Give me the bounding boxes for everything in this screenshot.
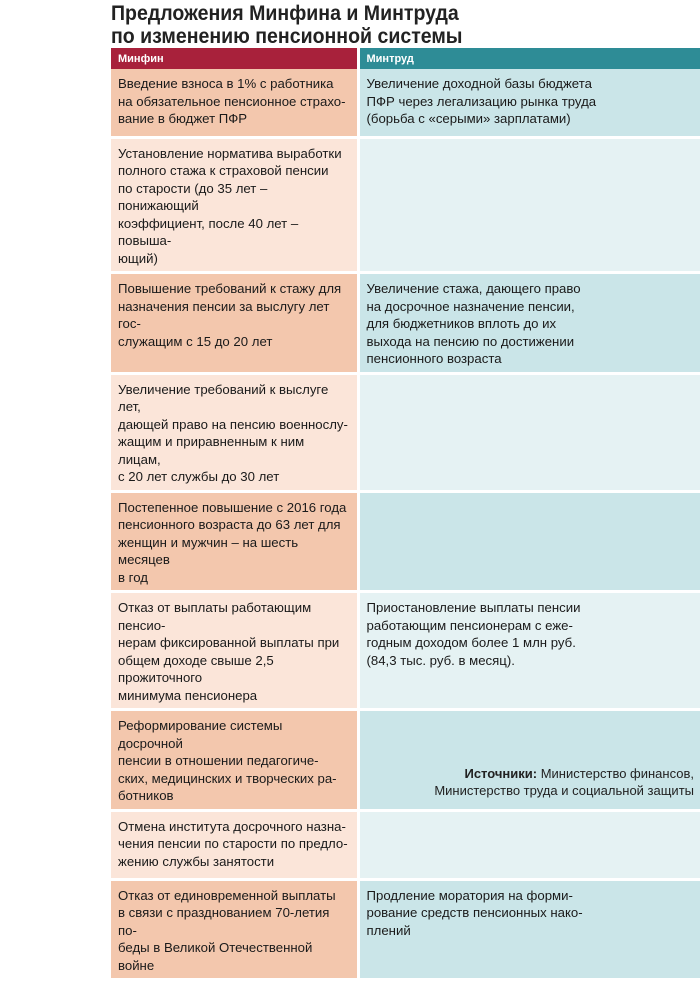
mintrud-cell: [358, 137, 700, 273]
minfin-cell: Отмена института досрочного назна- чения пенсии по старости по предло- жению службы занятости: [111, 810, 358, 879]
header-mintrud: Минтруд: [358, 48, 700, 69]
table-row: [111, 69, 700, 137]
mintrud-cell: Увеличение доходной базы бюджета ПФР через легализацию рынка труда (борьба с «серыми» зарплатами): [358, 69, 700, 137]
table-row: [111, 879, 700, 980]
table-row: [111, 273, 700, 374]
source-line-1: [434, 765, 694, 782]
table-row: [111, 592, 700, 710]
source-text-1: Министерство финансов,: [537, 766, 694, 781]
proposals-table: [111, 48, 700, 981]
table-row: [111, 137, 700, 273]
table-row: [111, 373, 700, 491]
mintrud-cell: Продление моратория на форми- рование средств пенсионных нако- плений: [358, 879, 700, 980]
minfin-cell: Отказ от выплаты работающим пенсио- нерам фиксированной выплаты при общем доходе свыше 2,5 прожиточного минимума пенсионера: [111, 592, 358, 710]
source-line-2: Министерство труда и социальной защиты: [434, 783, 694, 798]
mintrud-cell: Увеличение стажа, дающего право на досрочное назначение пенсии, для бюджетников вплоть до их выхода на пенсию по достижении пенсионного возраста: [358, 273, 700, 374]
minfin-cell: Реформирование системы досрочной пенсии в отношении педагогиче- ских, медицинских и творческих ра- ботников: [111, 710, 358, 811]
table-row: [111, 810, 700, 879]
minfin-cell: Установление норматива выработки полного стажа к страховой пенсии по старости (до 35 лет – понижающий коэффициент, после 40 лет – повыша- ющий): [111, 137, 358, 273]
minfin-cell: Увеличение требований к выслуге лет, дающей право на пенсию военнослу- жащим и приравненным к ним лицам, с 20 лет службы до 30 лет: [111, 373, 358, 491]
mintrud-cell: [358, 373, 700, 491]
title-line-2: по изменению пенсионной системы: [111, 25, 463, 48]
mintrud-cell: Приостановление выплаты пенсии работающим пенсионерам с еже- годным доходом более 1 млн руб. (84,3 тыс. руб. в месяц).: [358, 592, 700, 710]
header-row: [111, 48, 700, 69]
title-line-1: Предложения Минфина и Минтруда: [111, 2, 459, 25]
table-row: [111, 491, 700, 592]
page-title: [111, 2, 632, 48]
minfin-cell: Отказ от единовременной выплаты в связи с празднованием 70-летия по- беды в Великой Отечественной войне: [111, 879, 358, 980]
minfin-cell: Постепенное повышение с 2016 года пенсионного возраста до 63 лет для женщин и мужчин – на шесть месяцев в год: [111, 491, 358, 592]
header-minfin: Минфин: [111, 48, 358, 69]
mintrud-cell: [358, 810, 700, 879]
minfin-cell: Введение взноса в 1% с работника на обязательное пенсионное страхо- вание в бюджет ПФР: [111, 69, 358, 137]
source-label: Источники:: [464, 766, 538, 781]
minfin-cell: Повышение требований к стажу для назначения пенсии за выслугу лет гос- служащим с 15 до 20 лет: [111, 273, 358, 374]
source-note: [434, 765, 694, 799]
mintrud-cell: [358, 491, 700, 592]
